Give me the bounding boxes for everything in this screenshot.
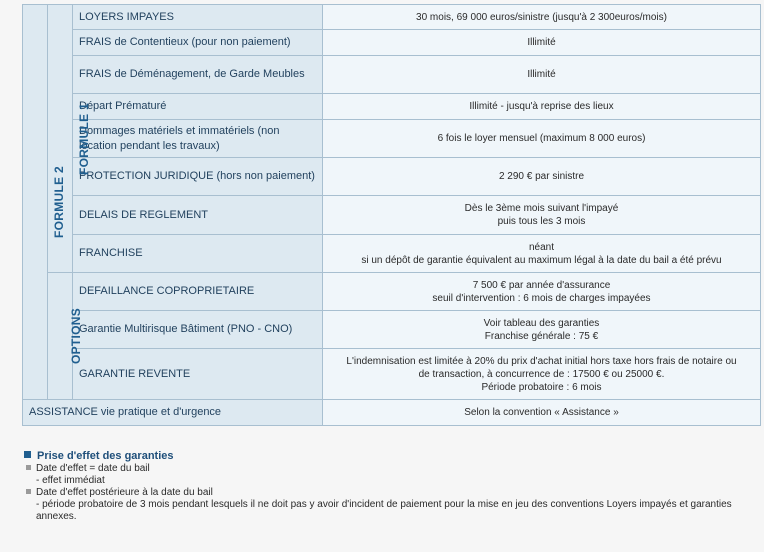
table-row: [23, 158, 761, 196]
row-value: 30 mois, 69 000 euros/sinistre (jusqu'à 2 300euros/mois): [323, 5, 761, 30]
row-label: LOYERS IMPAYES: [73, 5, 323, 30]
row-value: L'indemnisation est limitée à 20% du prix d'achat initial hors taxe hors frais de notaire ou de transaction, à concurrence de : 17500 € ou 25000 €. Période probatoire : 6 mois: [323, 349, 761, 400]
table-row: [23, 235, 761, 273]
row-label: Départ Prématuré: [73, 94, 323, 120]
square-bullet-icon: [24, 451, 31, 458]
table-row: [23, 311, 761, 349]
guarantee-notes: [24, 449, 758, 523]
row-label: GARANTIE REVENTE: [73, 349, 323, 400]
row-value: Illimité: [323, 30, 761, 56]
row-label: FRAIS de Contentieux (pour non paiement): [73, 30, 323, 56]
table-row: [23, 56, 761, 94]
group-formule-1-label: FORMULE 1: [77, 102, 92, 175]
table-row: [23, 120, 761, 158]
row-value: 6 fois le loyer mensuel (maximum 8 000 euros): [323, 120, 761, 158]
row-label: FRANCHISE: [73, 235, 323, 273]
table-row: [23, 5, 761, 30]
group-options: [48, 273, 84, 400]
row-label: DELAIS DE REGLEMENT: [73, 196, 323, 235]
row-label: FRAIS de Déménagement, de Garde Meubles: [73, 56, 323, 94]
row-label: DEFAILLANCE COPROPRIETAIRE: [73, 273, 323, 311]
row-value: Illimité: [323, 56, 761, 94]
notes-title: Prise d'effet des garanties: [24, 449, 758, 463]
square-bullet-icon: [26, 465, 31, 470]
guarantees-table: [22, 4, 761, 426]
row-label: Dommages matériels et immatériels (non location pendant les travaux): [73, 120, 323, 158]
square-bullet-icon: [26, 489, 31, 494]
group-formule-2: [23, 5, 67, 400]
row-label: Garantie Multirisque Bâtiment (PNO - CNO): [73, 311, 323, 349]
row-label: PROTECTION JURIDIQUE (hors non paiement): [73, 158, 323, 196]
row-value: Voir tableau des garanties Franchise générale : 75 €: [323, 311, 761, 349]
note-item: Date d'effet = date du bail: [24, 463, 758, 475]
table-row: [23, 30, 761, 56]
row-value: Selon la convention « Assistance »: [323, 400, 761, 426]
table-row: [23, 400, 761, 426]
row-label: ASSISTANCE vie pratique et d'urgence: [23, 400, 323, 426]
table-row: [23, 273, 761, 311]
row-value: 7 500 € par année d'assurance seuil d'intervention : 6 mois de charges impayées: [323, 273, 761, 311]
table-row: [23, 349, 761, 400]
table-row: [23, 94, 761, 120]
group-formule-2-label: FORMULE 2: [52, 165, 67, 239]
note-item: Date d'effet postérieure à la date du bail: [24, 487, 758, 499]
row-value: 2 290 € par sinistre: [323, 158, 761, 196]
table-row: [23, 196, 761, 235]
row-value: néant si un dépôt de garantie équivalent au maximum légal à la date du bail a été prévu: [323, 235, 761, 273]
note-item-detail: - effet immédiat: [36, 475, 105, 486]
row-value: Illimité - jusqu'à reprise des lieux: [323, 94, 761, 120]
note-item-detail: - période probatoire de 3 mois pendant lesquels il ne doit pas y avoir d'incident de paiement pour la mise en jeu des conventions Loyers impayés et garanties annexes.: [36, 499, 732, 522]
group-options-label: OPTIONS: [69, 307, 84, 365]
row-value: Dès le 3ème mois suivant l'impayé puis tous les 3 mois: [323, 196, 761, 235]
